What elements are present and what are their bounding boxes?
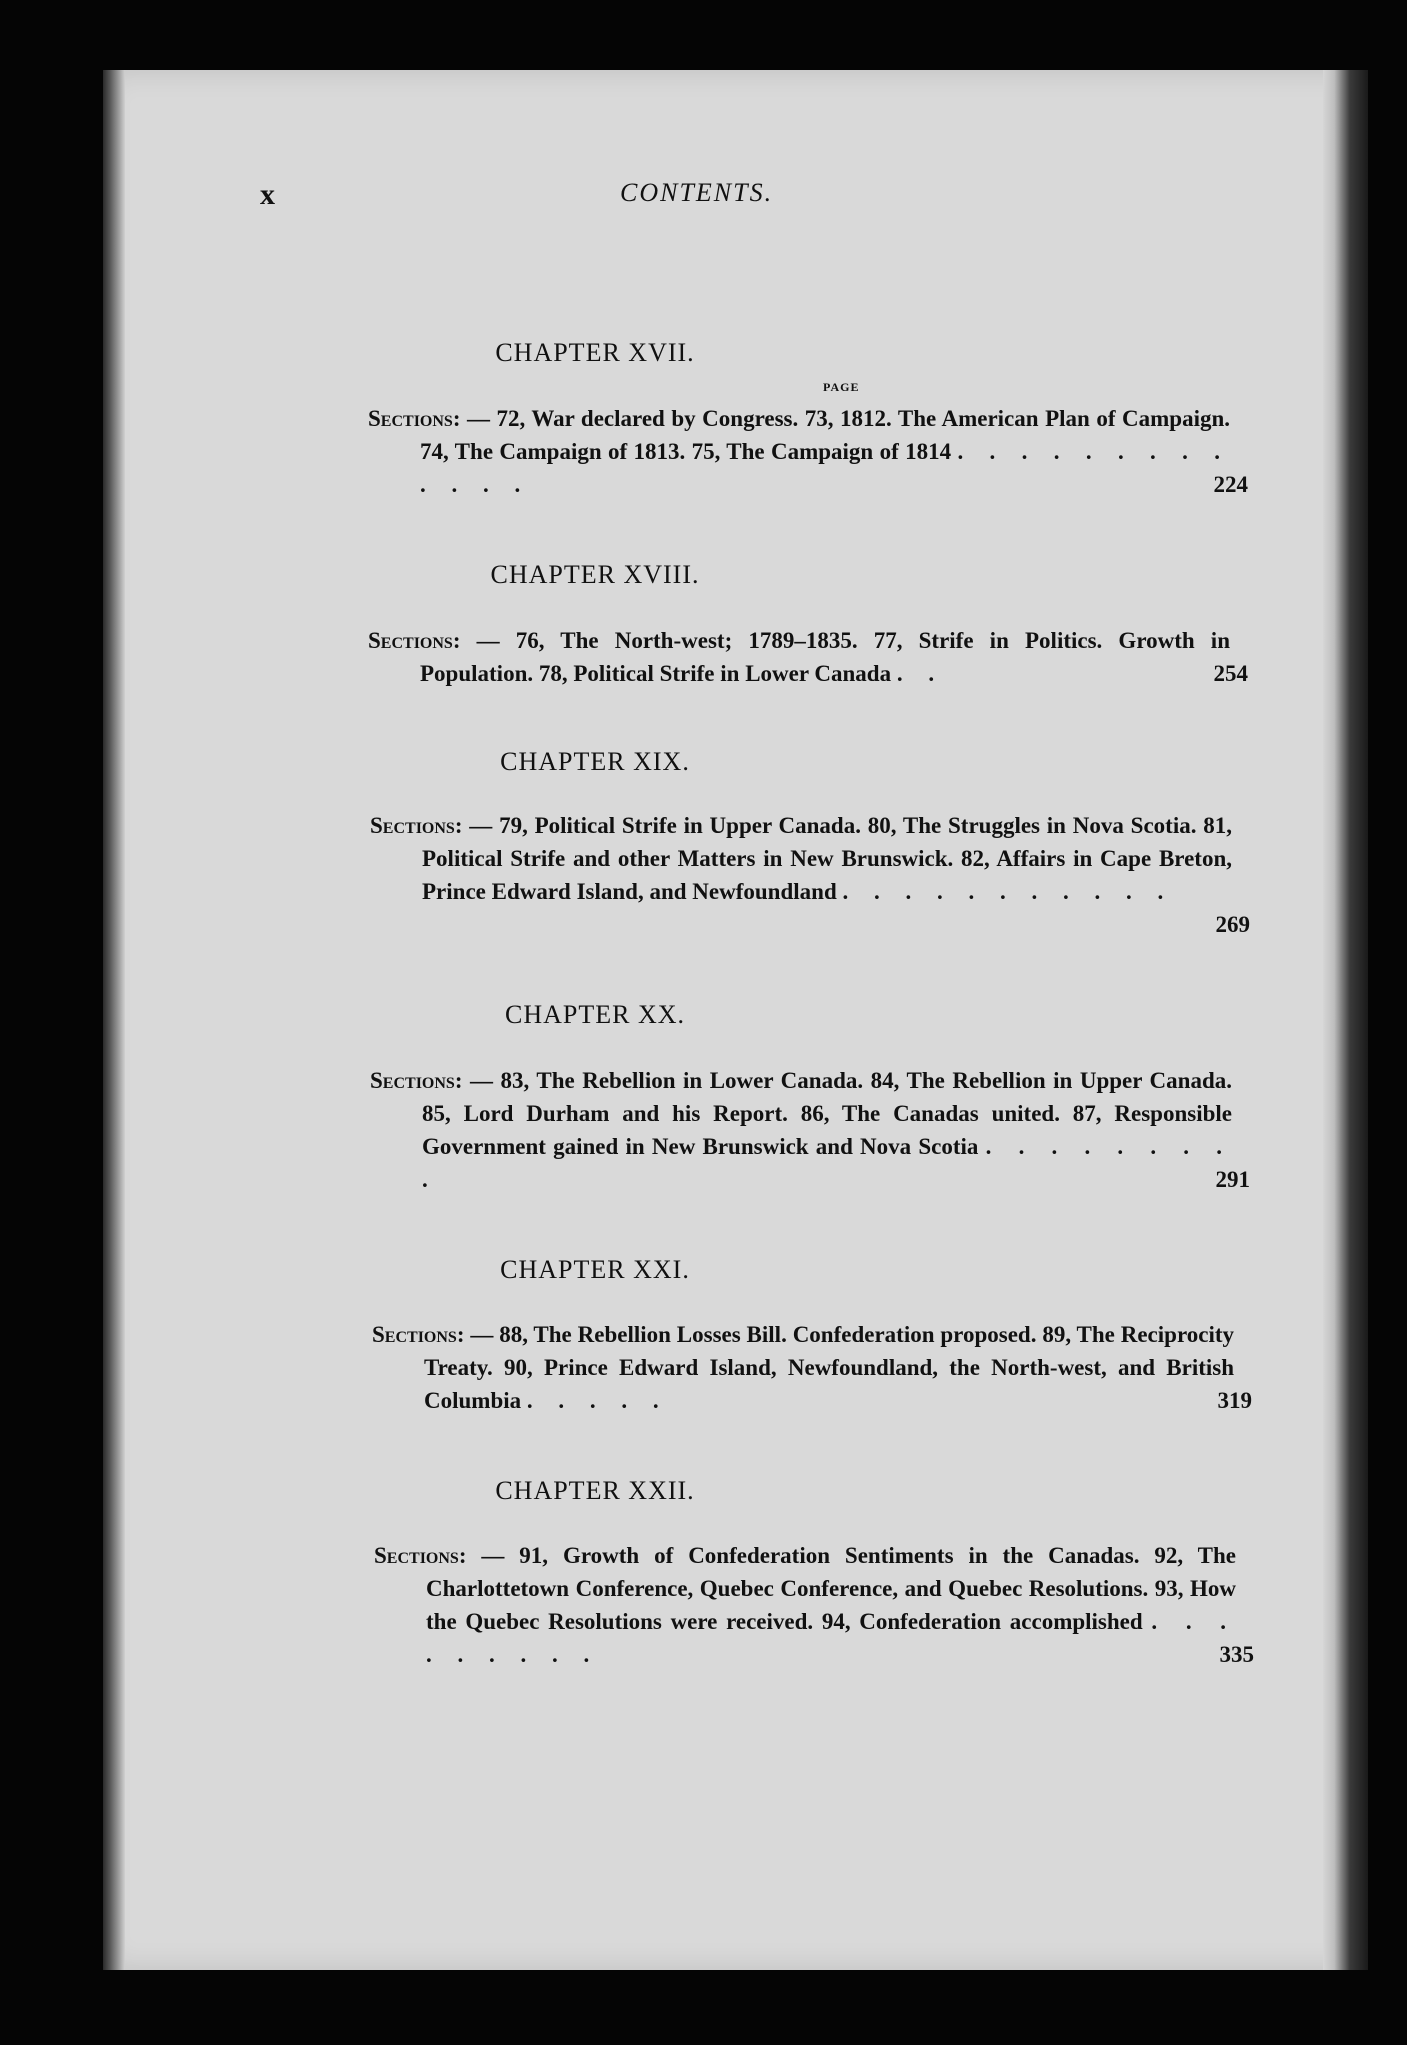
page-header: [260, 178, 1160, 218]
chapter-title: CHAPTER XVII.: [495, 338, 695, 367]
sections-label: Sections: [368, 406, 453, 431]
dot-leader: . . . . .: [526, 1388, 669, 1413]
chapter-title: CHAPTER XVIII.: [490, 560, 700, 589]
page-reference: 254: [1213, 661, 1248, 686]
chapter-title: CHAPTER XX.: [504, 1000, 685, 1029]
toc-entry: [372, 1318, 1252, 1417]
chapter-title: CHAPTER XXII.: [495, 1476, 695, 1505]
page-gutter: [103, 70, 125, 1970]
page-number: x: [260, 178, 275, 211]
toc-entry-text: [368, 402, 1230, 501]
sections-text: : — 88, The Rebellion Losses Bill. Confederation proposed. 89, The Reciprocity Treaty. 90, Prince Edward Island, Newfoundland, the North-west, and British Columbia: [424, 1322, 1234, 1413]
page-reference: 224: [1213, 472, 1248, 497]
sections-text: : — 76, The North-west; 1789–1835. 77, Strife in Politics. Growth in Population. 78, Political Strife in Lower Canada: [420, 628, 1230, 686]
toc-entry-text: [370, 809, 1232, 908]
toc-entry: [370, 809, 1250, 941]
toc-entry-text: [368, 624, 1230, 690]
dot-leader: . . . . . . . . .: [422, 1134, 1233, 1192]
page-reference: 335: [1219, 1642, 1254, 1667]
sections-label: Sections: [370, 1068, 455, 1093]
page-column-label: PAGE: [823, 380, 860, 394]
page-reference: 269: [1215, 912, 1250, 937]
toc-entry: [368, 402, 1248, 501]
dot-leader: . . . . . . . . . . . . .: [420, 439, 1231, 497]
chapter-title: CHAPTER XXI.: [500, 1255, 690, 1284]
sections-text: : — 83, The Rebellion in Lower Canada. 84, The Rebellion in Upper Canada. 85, Lord Durham and his Report. 86, The Canadas united. 87, Responsible Government gained in New Brunswick and Nova Scotia: [422, 1068, 1232, 1159]
sections-label: Sections: [372, 1322, 457, 1347]
toc-entry-text: [370, 1064, 1232, 1196]
sections-text: : — 72, War declared by Congress. 73, 1812. The American Plan of Campaign. 74, The Campaign of 1813. 75, The Campaign of 1814: [420, 406, 1230, 464]
chapter-title: CHAPTER XIX.: [500, 747, 690, 776]
dot-leader: . . . . . . . . .: [426, 1609, 1237, 1667]
page-edge: [1323, 70, 1368, 1970]
dot-leader: . .: [896, 661, 945, 686]
sections-text: : — 91, Growth of Confederation Sentiments in the Canadas. 92, The Charlottetown Conference, Quebec Conference, and Quebec Resolutions. 93, How the Quebec Resolutions were received. 94, Confederation accomplished: [426, 1543, 1236, 1634]
dot-leader: . . . . . . . . . . .: [842, 879, 1174, 904]
sections-text: : — 79, Political Strife in Upper Canada. 80, The Struggles in Nova Scotia. 81, Political Strife and other Matters in New Brunswick. 82, Affairs in Cape Breton, Prince Edward Island, and Newfoundland: [422, 813, 1232, 904]
toc-entry: [368, 624, 1248, 690]
page-reference: 319: [1217, 1388, 1252, 1413]
toc-entry-text: [374, 1539, 1236, 1671]
toc-entry-text: [372, 1318, 1234, 1417]
toc-entry: [370, 1064, 1250, 1196]
sections-label: Sections: [374, 1543, 459, 1568]
sections-label: Sections: [368, 628, 453, 653]
sections-label: Sections: [370, 813, 455, 838]
running-title: CONTENTS.: [620, 178, 774, 207]
page-reference: 291: [1215, 1167, 1250, 1192]
toc-entry: [374, 1539, 1254, 1671]
